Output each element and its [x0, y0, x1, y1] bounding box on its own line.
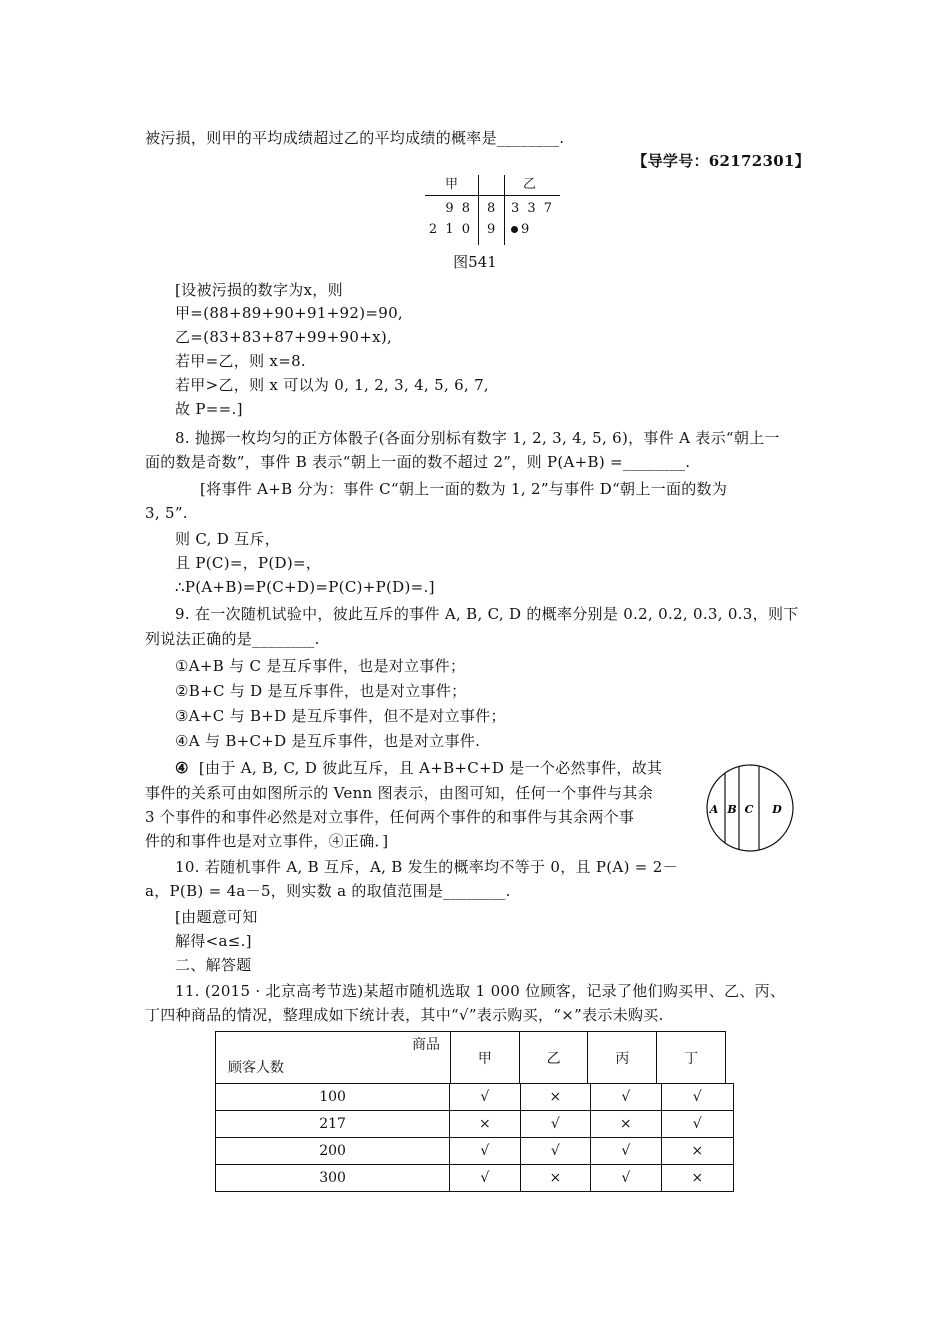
plot-divider [425, 195, 560, 196]
count-cell: 300 [216, 1165, 450, 1192]
mark-cell: × [520, 1165, 590, 1192]
text-line: 甲=(88+89+90+91+92)=90, [175, 304, 404, 322]
stats-table-body [215, 1083, 734, 1192]
option-2: ②B+C 与 D 是互斥事件，也是对立事件； [175, 682, 467, 700]
answer-text: [由于 A, B, C, D 彼此互斥，且 A+B+C+D 是一个必然事件，故其 [198, 759, 663, 777]
column-header: 丙 [588, 1032, 657, 1084]
header-corner-cell [216, 1032, 451, 1084]
text-line: 若甲>乙，则 x 可以为 0, 1, 2, 3, 4, 5, 6, 7, [175, 376, 490, 394]
text-line: 若甲=乙，则 x=8. [175, 352, 306, 370]
answer-8: 且 P(C)=，P(D)=， [175, 554, 322, 572]
right-leaf: 9 [521, 222, 530, 237]
table-row [216, 1084, 734, 1111]
answer-9: 3 个事件的和事件必然是对立事件，任何两个事件的和事件与其余两个事 [145, 808, 635, 826]
text-line: 被污损，则甲的平均成绩超过乙的平均成绩的概率是________. [145, 129, 565, 147]
mark-cell: × [661, 1165, 733, 1192]
answer-10: [由题意可知 [175, 908, 258, 926]
stats-table-header [215, 1031, 726, 1084]
mark-cell: √ [591, 1138, 661, 1165]
mark-cell: √ [450, 1138, 520, 1165]
option-3: ③A+C 与 B+D 是互斥事件，但不是对立事件； [175, 707, 506, 725]
answer-9: 件的和事件也是对立事件，④正确．] [145, 832, 389, 850]
mark-cell: √ [591, 1084, 661, 1111]
mark-cell: × [661, 1138, 733, 1165]
stem-leaf-plot [425, 175, 560, 245]
option-1: ①A+B 与 C 是互斥事件，也是对立事件； [175, 657, 466, 675]
venn-label-d: D [772, 803, 782, 816]
answer-10: 解得<a≤.] [175, 932, 252, 950]
option-4: ④A 与 B+C+D 是互斥事件，也是对立事件. [175, 732, 481, 750]
answer-8: 则 C, D 互斥， [175, 530, 281, 548]
mark-cell: × [450, 1111, 520, 1138]
mark-cell: × [591, 1111, 661, 1138]
left-leaves: 9 8 [445, 201, 470, 216]
mark-cell: √ [661, 1111, 733, 1138]
question-8: 8. 抛掷一枚均匀的正方体骰子(各面分别标有数字 1, 2, 3, 4, 5, 6)，事件 A 表示“朝上一 [175, 429, 780, 447]
mark-cell: √ [661, 1084, 733, 1111]
text-line: 故 P==.] [175, 400, 243, 418]
table-row [216, 1111, 734, 1138]
section-heading: 二、解答题 [175, 956, 252, 974]
column-header: 甲 [450, 1032, 519, 1084]
answer-8: 3, 5”. [145, 504, 188, 522]
table-row [216, 1165, 734, 1192]
answer-8: [将事件 A+B 分为：事件 C“朝上一面的数为 1, 2”与事件 D“朝上一面的数为 [200, 480, 728, 498]
answer-9: 事件的关系可由如图所示的 Venn 图表示，由图可知，任何一个事件与其余 [145, 784, 653, 802]
table-row [216, 1138, 734, 1165]
header-top-label: 商品 [411, 1037, 440, 1053]
column-header: 乙 [519, 1032, 588, 1084]
venn-label-b: B [727, 803, 737, 816]
figure-caption: 图541 [453, 253, 497, 271]
question-11: 丁四种商品的情况，整理成如下统计表，其中“√”表示购买，“×”表示未购买. [145, 1006, 664, 1024]
stem: 8 [487, 201, 496, 216]
right-leaves: 3 3 7 [511, 201, 553, 216]
mark-cell: √ [450, 1084, 520, 1111]
header-bottom-label: 顾客人数 [228, 1060, 284, 1076]
answer-9 [175, 757, 662, 779]
venn-label-c: C [744, 803, 754, 816]
question-8: 面的数是奇数”，事件 B 表示“朝上一面的数不超过 2”，则 P(A+B) =________. [145, 453, 691, 471]
count-cell: 217 [216, 1111, 450, 1138]
guide-number: 【导学号：62172301】 [632, 152, 810, 170]
question-9: 列说法正确的是________. [145, 630, 320, 648]
left-header: 甲 [445, 177, 459, 192]
answer-8: ∴P(A+B)=P(C+D)=P(C)+P(D)=.] [175, 578, 435, 596]
text-line: [设被污损的数字为x，则 [175, 281, 343, 299]
question-9: 9. 在一次随机试验中，彼此互斥的事件 A, B, C, D 的概率分别是 0.2, 0.2, 0.3, 0.3，则下 [175, 605, 799, 623]
column-header: 丁 [657, 1032, 726, 1084]
stem: 9 [487, 222, 496, 237]
venn-diagram [705, 763, 795, 853]
mark-cell: √ [591, 1165, 661, 1192]
plot-divider [478, 175, 479, 245]
venn-label-a: A [709, 803, 719, 816]
right-header: 乙 [523, 177, 537, 192]
answer-mark: ④ [175, 759, 189, 777]
mark-cell: √ [450, 1165, 520, 1192]
count-cell: 200 [216, 1138, 450, 1165]
count-cell: 100 [216, 1084, 450, 1111]
mark-cell: × [520, 1084, 590, 1111]
right-leaves-smudged [511, 221, 529, 239]
question-11: 11. (2015 · 北京高考节选)某超市随机选取 1 000 位顾客，记录了他们购买甲、乙、丙、 [175, 982, 786, 1000]
question-10: 10. 若随机事件 A, B 互斥，A, B 发生的概率均不等于 0，且 P(A) = 2－ [175, 858, 678, 876]
question-10: a，P(B) = 4a－5，则实数 a 的取值范围是________. [145, 882, 511, 900]
text-line: 乙=(83+83+87+99+90+x), [175, 328, 393, 346]
left-leaves: 2 1 0 [428, 222, 470, 237]
smudge-dot [511, 226, 518, 233]
mark-cell: √ [520, 1111, 590, 1138]
mark-cell: √ [520, 1138, 590, 1165]
plot-divider [504, 175, 505, 245]
